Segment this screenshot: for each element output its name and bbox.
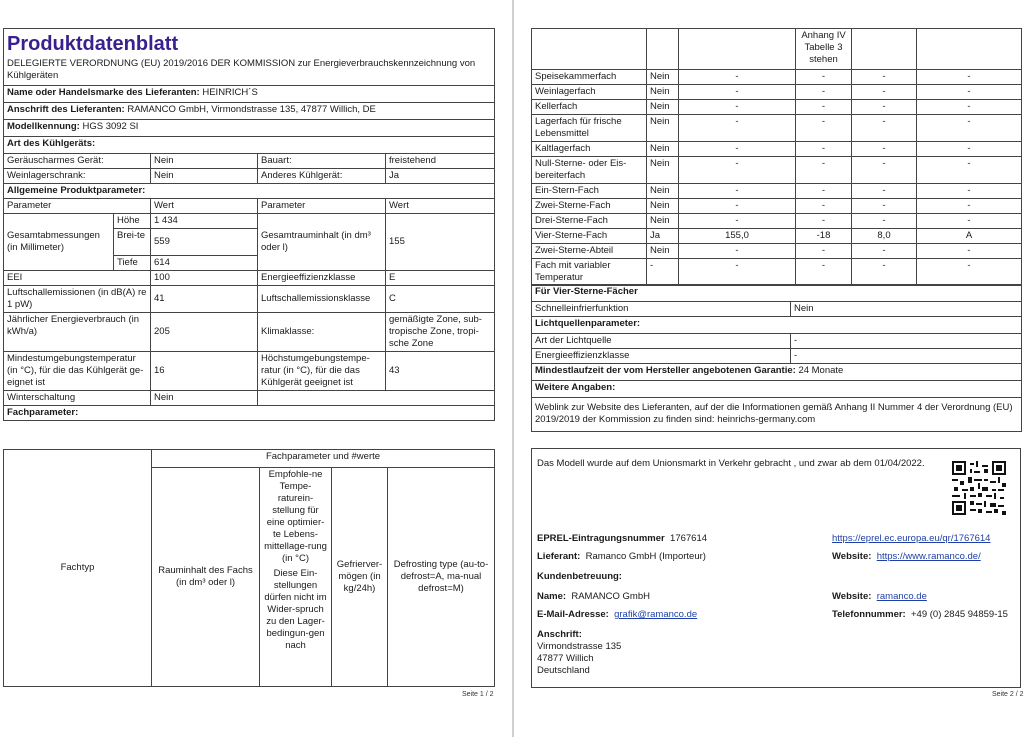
website-link-1[interactable]: https://www.ramanco.de/ bbox=[876, 551, 981, 562]
compartment-volume: - bbox=[679, 142, 796, 157]
compartment-name: Fach mit variabler Temperatur bbox=[532, 259, 647, 286]
compartment-row bbox=[532, 184, 1022, 199]
maxtemp-label: Höchstumgebungstempe-ratur (in °C), für die das Kühlgerät geeignet ist bbox=[258, 352, 386, 391]
eprel-link[interactable]: https://eprel.ec.europa.eu/qr/1767614 bbox=[832, 533, 991, 544]
light-type-label: Art der Lichtquelle bbox=[532, 334, 791, 349]
design-label: Bauart: bbox=[258, 154, 386, 169]
height-value: 1 434 bbox=[151, 214, 258, 229]
energy-value: 205 bbox=[151, 313, 258, 352]
fachtyp-header: Fachtyp bbox=[4, 450, 152, 687]
compartment-defrost: - bbox=[917, 259, 1022, 286]
height-label: Höhe bbox=[114, 214, 151, 229]
noise-label: Luftschallemissionen (in dB(A) re 1 pW) bbox=[4, 286, 151, 313]
compartment-freeze: - bbox=[852, 115, 917, 142]
warranty-row bbox=[532, 364, 1022, 381]
climate-label: Klimaklasse: bbox=[258, 313, 386, 352]
website-row-1 bbox=[832, 551, 981, 562]
eprel-info-box bbox=[531, 448, 1021, 688]
compartment-name: Kaltlagerfach bbox=[532, 142, 647, 157]
eei-label: EEI bbox=[4, 271, 151, 286]
compartment-present: - bbox=[647, 259, 679, 286]
address-value: RAMANCO GmbH, Virmondstrasse 135, 47877 Willich, DE bbox=[127, 104, 376, 115]
compartment-volume: 155,0 bbox=[679, 229, 796, 244]
fach-group-header: Fachparameter und #werte bbox=[152, 450, 495, 468]
compartment-present: Nein bbox=[647, 244, 679, 259]
more-text: Weblink zur Website des Lieferanten, auf der die Informationen gemäß Anhang II Nummer 4 der Verordnung (EU) 2019/2019 der Kommission zu finden sind: heinrichs-germany.com bbox=[532, 398, 1022, 432]
compartment-temp: - bbox=[796, 199, 852, 214]
website-label-1: Website: bbox=[832, 551, 872, 562]
climate-value: gemäßigte Zone, sub-tropische Zone, tropi-sche Zone bbox=[386, 313, 495, 352]
supplier-value: HEINRICH´S bbox=[202, 87, 258, 98]
compartment-row bbox=[532, 244, 1022, 259]
compartment-freeze: - bbox=[852, 85, 917, 100]
compartment-present: Nein bbox=[647, 184, 679, 199]
compartment-freeze: - bbox=[852, 157, 917, 184]
supplier-label-2: Lieferant: bbox=[537, 551, 581, 562]
dimensions-label: Gesamtabmessungen (in Millimeter) bbox=[4, 214, 114, 271]
room-header: Rauminhalt des Fachs (in dm³ oder l) bbox=[152, 467, 260, 686]
compartment-row bbox=[532, 70, 1022, 85]
compartment-present: Ja bbox=[647, 229, 679, 244]
temp-header-text-1: Empfohle-ne Tempe-raturein-stellung für eine optimier-te Lebens-mittellage-rung (in °C) bbox=[264, 468, 327, 564]
compartment-row bbox=[532, 115, 1022, 142]
compartment-temp: - bbox=[796, 244, 852, 259]
compartment-row bbox=[532, 100, 1022, 115]
compartment-defrost: - bbox=[917, 184, 1022, 199]
maxtemp-value: 43 bbox=[386, 352, 495, 391]
winter-label: Winterschaltung bbox=[4, 391, 151, 406]
email-row bbox=[537, 609, 697, 620]
compartment-row bbox=[532, 229, 1022, 244]
supplier-row-2 bbox=[537, 551, 706, 562]
addr-line-3: Deutschland bbox=[537, 665, 590, 676]
email-label: E-Mail-Adresse: bbox=[537, 609, 609, 620]
compartment-defrost: - bbox=[917, 244, 1022, 259]
compartment-freeze: - bbox=[852, 142, 917, 157]
width-value: 559 bbox=[151, 229, 258, 256]
addr-line-2: 47877 Willich bbox=[537, 653, 594, 664]
compartment-table bbox=[531, 28, 1022, 286]
name-label: Name: bbox=[537, 591, 567, 602]
param-header: Parameter bbox=[4, 199, 151, 214]
market-text: Das Modell wurde auf dem Unionsmarkt in Verkehr gebracht , und zwar ab dem 01/04/2022. bbox=[537, 458, 925, 469]
addr-line-1: Virmondstrasse 135 bbox=[537, 641, 622, 652]
compartment-temp: - bbox=[796, 184, 852, 199]
compartment-defrost: - bbox=[917, 85, 1022, 100]
compartment-volume: - bbox=[679, 85, 796, 100]
warranty-value: 24 Monate bbox=[798, 365, 844, 376]
compartment-temp: -18 bbox=[796, 229, 852, 244]
product-sheet-table bbox=[3, 28, 495, 421]
light-class-value: - bbox=[791, 349, 1022, 364]
compartment-name: Lagerfach für frische Lebensmittel bbox=[532, 115, 647, 142]
compartment-defrost: - bbox=[917, 70, 1022, 85]
qr-code-icon bbox=[952, 461, 1006, 515]
address-block bbox=[537, 629, 621, 677]
compartment-defrost: - bbox=[917, 199, 1022, 214]
freeze-header: Gefrierver-mögen (in kg/24h) bbox=[332, 467, 388, 686]
winter-value: Nein bbox=[151, 391, 258, 406]
energy-label: Jährlicher Energieverbrauch (in kWh/a) bbox=[4, 313, 151, 352]
wine-label: Weinlagerschrank: bbox=[4, 169, 151, 184]
compartment-name: Null-Sterne- oder Eis-bereiterfach bbox=[532, 157, 647, 184]
general-heading: Allgemeine Produktparameter: bbox=[4, 184, 495, 199]
compartment-present: Nein bbox=[647, 100, 679, 115]
compartment-temp: - bbox=[796, 142, 852, 157]
compartment-temp: - bbox=[796, 100, 852, 115]
eprel-label: EPREL-Eintragungsnummer bbox=[537, 533, 665, 544]
compartment-present: Nein bbox=[647, 157, 679, 184]
compartment-present: Nein bbox=[647, 85, 679, 100]
compartment-row bbox=[532, 157, 1022, 184]
compartment-freeze: - bbox=[852, 259, 917, 286]
service-heading: Kundenbetreuung: bbox=[537, 571, 622, 582]
compartment-name: Kellerfach bbox=[532, 100, 647, 115]
phone-value: +49 (0) 2845 94859-15 bbox=[911, 609, 1008, 620]
page-number-2: Seite 2 / 2 bbox=[992, 691, 1024, 698]
light-heading: Lichtquellenparameter: bbox=[532, 317, 1022, 334]
compartment-freeze: - bbox=[852, 199, 917, 214]
compartment-temp: - bbox=[796, 85, 852, 100]
compartment-name: Vier-Sterne-Fach bbox=[532, 229, 647, 244]
compartment-freeze: - bbox=[852, 70, 917, 85]
param-header-2: Parameter bbox=[258, 199, 386, 214]
compartment-defrost: - bbox=[917, 115, 1022, 142]
compartment-name: Speisekammerfach bbox=[532, 70, 647, 85]
compartment-name: Zwei-Sterne-Abteil bbox=[532, 244, 647, 259]
compartment-present: Nein bbox=[647, 70, 679, 85]
compartment-volume: - bbox=[679, 70, 796, 85]
mintemp-value: 16 bbox=[151, 352, 258, 391]
compartment-volume: - bbox=[679, 214, 796, 229]
website-row-2 bbox=[832, 591, 927, 602]
compartment-volume: - bbox=[679, 115, 796, 142]
eprel-value: 1767614 bbox=[670, 533, 708, 544]
fach-heading: Fachparameter: bbox=[4, 406, 495, 421]
more-heading: Weitere Angaben: bbox=[532, 381, 1022, 398]
nclass-value: C bbox=[386, 286, 495, 313]
model-row bbox=[4, 120, 495, 137]
website-label-2: Website: bbox=[832, 591, 872, 602]
address-row bbox=[4, 103, 495, 120]
kind-heading: Art des Kühlgeräts: bbox=[4, 137, 495, 154]
compartment-freeze: - bbox=[852, 214, 917, 229]
compartment-defrost: - bbox=[917, 100, 1022, 115]
width-label: Brei-te bbox=[114, 229, 151, 256]
compartment-present: Nein bbox=[647, 214, 679, 229]
page-title: Produktdatenblatt bbox=[4, 29, 495, 58]
warranty-label: Mindestlaufzeit der vom Hersteller angebotenen Garantie: bbox=[535, 365, 796, 376]
model-label: Modellkennung: bbox=[7, 121, 80, 132]
eprel-row bbox=[537, 533, 707, 544]
compartment-present: Nein bbox=[647, 199, 679, 214]
nclass-label: Luftschallemissionsklasse bbox=[258, 286, 386, 313]
supplier-value-2: Ramanco GmbH (Importeur) bbox=[585, 551, 706, 562]
compartment-defrost: A bbox=[917, 229, 1022, 244]
light-type-value: - bbox=[791, 334, 1022, 349]
compartment-temp: - bbox=[796, 157, 852, 184]
compartment-volume: - bbox=[679, 157, 796, 184]
compartment-row bbox=[532, 142, 1022, 157]
light-class-label: Energieeffizienzklasse bbox=[532, 349, 791, 364]
temp-header-text-2: Diese Ein-stellungen dürfen nicht im Wider-spruch zu den Lager-bedingun-gen nach bbox=[264, 567, 327, 651]
other-value: Ja bbox=[386, 169, 495, 184]
email-link[interactable]: grafik@ramanco.de bbox=[614, 609, 698, 620]
address-label: Anschrift des Lieferanten: bbox=[7, 104, 125, 115]
quickfreeze-label: Schnelleinfrierfunktion bbox=[532, 302, 791, 317]
compartment-temp: - bbox=[796, 70, 852, 85]
defrost-header: Defrosting type (au-to-defrost=A, ma-nual defrost=M) bbox=[388, 467, 495, 686]
compartment-temp: - bbox=[796, 259, 852, 286]
model-value: HGS 3092 SI bbox=[82, 121, 139, 132]
compartment-header-table bbox=[3, 449, 495, 687]
compartment-freeze: - bbox=[852, 100, 917, 115]
compartment-freeze: - bbox=[852, 184, 917, 199]
regulation-subtitle: DELEGIERTE VERORDNUNG (EU) 2019/2016 DER KOMMISSION zur Energieverbrauchskennzeichnung von Kühlgeräten bbox=[4, 57, 495, 86]
compartment-volume: - bbox=[679, 244, 796, 259]
design-value: freistehend bbox=[386, 154, 495, 169]
compartment-name: Weinlagerfach bbox=[532, 85, 647, 100]
wine-value: Nein bbox=[151, 169, 258, 184]
compartment-defrost: - bbox=[917, 214, 1022, 229]
compartment-defrost: - bbox=[917, 157, 1022, 184]
compartment-name: Ein-Stern-Fach bbox=[532, 184, 647, 199]
page-number-1: Seite 1 / 2 bbox=[462, 691, 494, 698]
compartment-present: Nein bbox=[647, 115, 679, 142]
volume-label: Gesamtrauminhalt (in dm³ oder l) bbox=[258, 214, 386, 271]
compartment-temp: - bbox=[796, 115, 852, 142]
eclass-label: Energieeffizienzklasse bbox=[258, 271, 386, 286]
name-row bbox=[537, 591, 650, 602]
compartment-temp: - bbox=[796, 214, 852, 229]
noise-value: 41 bbox=[151, 286, 258, 313]
extra-info-table bbox=[531, 284, 1022, 432]
compartment-volume: - bbox=[679, 100, 796, 115]
eclass-value: E bbox=[386, 271, 495, 286]
quickfreeze-value: Nein bbox=[791, 302, 1022, 317]
other-label: Anderes Kühlgerät: bbox=[258, 169, 386, 184]
addr-label: Anschrift: bbox=[537, 629, 582, 640]
compartment-volume: - bbox=[679, 184, 796, 199]
compartment-present: Nein bbox=[647, 142, 679, 157]
name-value: RAMANCO GmbH bbox=[571, 591, 650, 602]
quiet-label: Geräuscharmes Gerät: bbox=[4, 154, 151, 169]
compartment-volume: - bbox=[679, 199, 796, 214]
annex-note: Anhang IV Tabelle 3 stehen bbox=[796, 29, 852, 70]
compartment-row bbox=[532, 85, 1022, 100]
page-2 bbox=[514, 0, 1024, 737]
four-star-heading: Für Vier-Sterne-Fächer bbox=[532, 285, 1022, 302]
compartment-row bbox=[532, 214, 1022, 229]
compartment-freeze: - bbox=[852, 244, 917, 259]
eei-value: 100 bbox=[151, 271, 258, 286]
supplier-label: Name oder Handelsmarke des Lieferanten: bbox=[7, 87, 200, 98]
compartment-freeze: 8,0 bbox=[852, 229, 917, 244]
value-header: Wert bbox=[151, 199, 258, 214]
supplier-row bbox=[4, 86, 495, 103]
compartment-defrost: - bbox=[917, 142, 1022, 157]
phone-row bbox=[832, 609, 1008, 620]
phone-label: Telefonnummer: bbox=[832, 609, 906, 620]
compartment-row bbox=[532, 259, 1022, 286]
compartment-volume: - bbox=[679, 259, 796, 286]
mintemp-label: Mindestumgebungstemperatur (in °C), für die das Kühlgerät ge-eignet ist bbox=[4, 352, 151, 391]
volume-value: 155 bbox=[386, 214, 495, 271]
depth-value: 614 bbox=[151, 256, 258, 271]
depth-label: Tiefe bbox=[114, 256, 151, 271]
compartment-name: Zwei-Sterne-Fach bbox=[532, 199, 647, 214]
compartment-row bbox=[532, 199, 1022, 214]
website-link-2[interactable]: ramanco.de bbox=[876, 591, 927, 602]
temp-header bbox=[260, 467, 332, 686]
compartment-name: Drei-Sterne-Fach bbox=[532, 214, 647, 229]
quiet-value: Nein bbox=[151, 154, 258, 169]
value-header-2: Wert bbox=[386, 199, 495, 214]
